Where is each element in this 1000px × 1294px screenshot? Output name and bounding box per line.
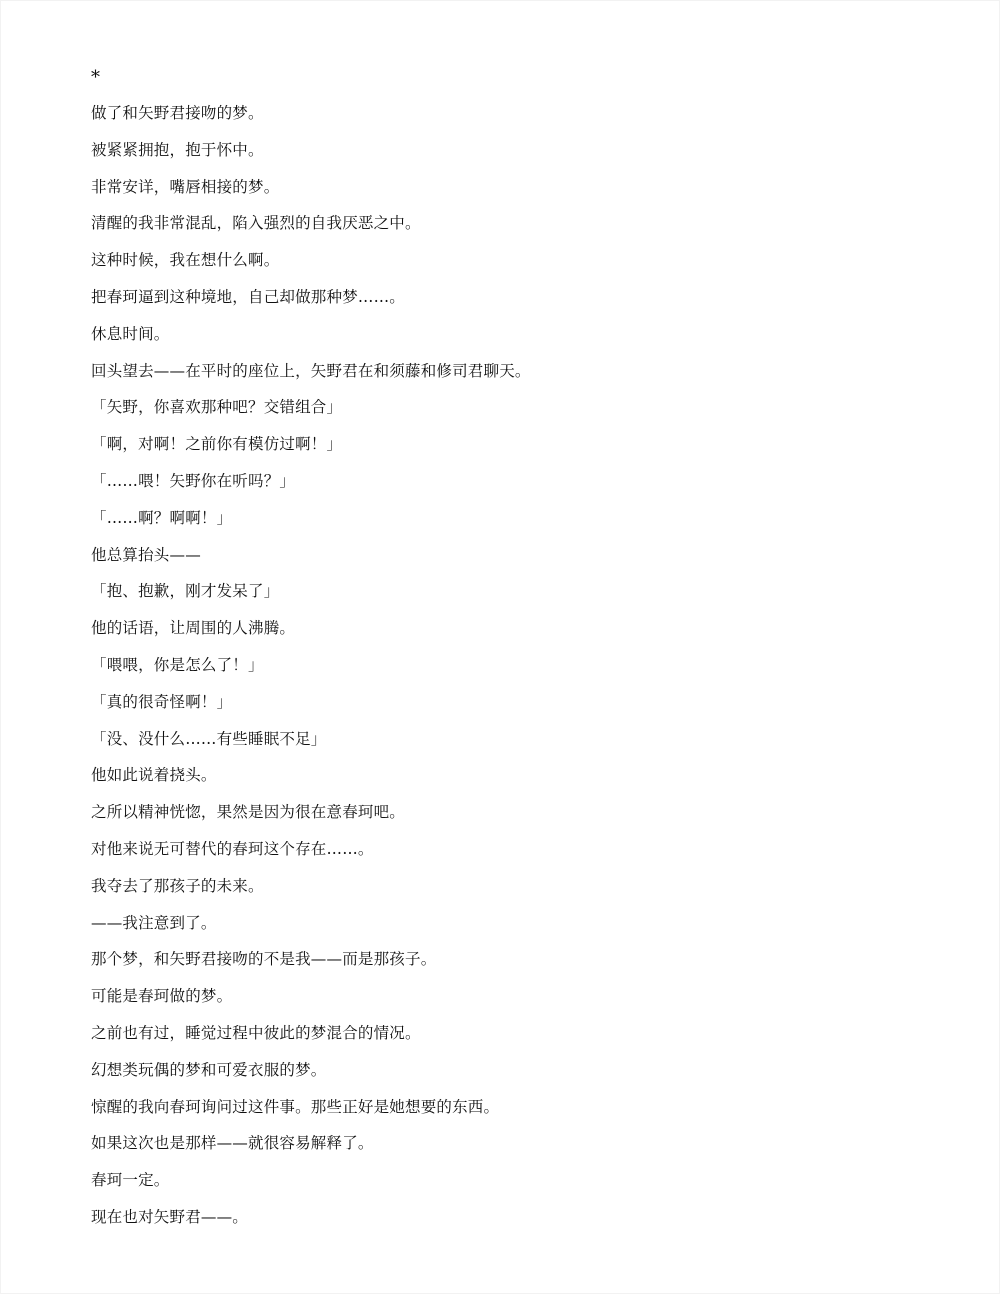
text-line: 非常安详，嘴唇相接的梦。	[91, 177, 280, 196]
text-line: ——我注意到了。	[91, 913, 217, 932]
section-separator: *	[91, 67, 100, 88]
document-body	[91, 65, 931, 1236]
text-line: 现在也对矢野君——。	[91, 1207, 249, 1226]
text-line: 春珂一定。	[91, 1171, 170, 1190]
dialogue-line: 「抱、抱歉，刚才发呆了」	[91, 582, 280, 601]
text-line: 之所以精神恍惚，果然是因为很在意春珂吧。	[91, 803, 406, 822]
dialogue-line: 「啊，对啊！之前你有模仿过啊！」	[91, 435, 343, 454]
text-line: 可能是春珂做的梦。	[91, 987, 233, 1006]
text-line: 那个梦，和矢野君接吻的不是我——而是那孩子。	[91, 950, 437, 969]
text-line: 我夺去了那孩子的未来。	[91, 876, 264, 895]
text-line: 这种时候，我在想什么啊。	[91, 251, 280, 270]
text-line: 他的话语，让周围的人沸腾。	[91, 619, 296, 638]
text-line: 对他来说无可替代的春珂这个存在……。	[91, 839, 374, 858]
dialogue-line: 「矢野，你喜欢那种吧？交错组合」	[91, 398, 343, 417]
text-line: 之前也有过，睡觉过程中彼此的梦混合的情况。	[91, 1023, 421, 1042]
text-line: 他总算抬头——	[91, 545, 201, 564]
text-line: 惊醒的我向春珂询问过这件事。那些正好是她想要的东西。	[91, 1097, 500, 1116]
text-line: 他如此说着挠头。	[91, 766, 217, 785]
text-line: 休息时间。	[91, 324, 170, 343]
text-line: 幻想类玩偶的梦和可爱衣服的梦。	[91, 1060, 327, 1079]
text-line: 把春珂逼到这种境地，自己却做那种梦……。	[91, 287, 406, 306]
dialogue-line: 「喂喂，你是怎么了！」	[91, 655, 264, 674]
dialogue-line: 「真的很奇怪啊！」	[91, 692, 233, 711]
dialogue-line: 「……喂！矢野你在听吗？」	[91, 471, 296, 490]
dialogue-line: 「……啊？啊啊！」	[91, 508, 233, 527]
text-line: 清醒的我非常混乱，陷入强烈的自我厌恶之中。	[91, 214, 421, 233]
text-line: 回头望去——在平时的座位上，矢野君在和须藤和修司君聊天。	[91, 361, 531, 380]
text-line: 做了和矢野君接吻的梦。	[91, 104, 264, 122]
text-line: 被紧紧拥抱，抱于怀中。	[91, 140, 264, 159]
text-line: 如果这次也是那样——就很容易解释了。	[91, 1134, 374, 1153]
dialogue-line: 「没、没什么……有些睡眠不足」	[91, 729, 327, 748]
